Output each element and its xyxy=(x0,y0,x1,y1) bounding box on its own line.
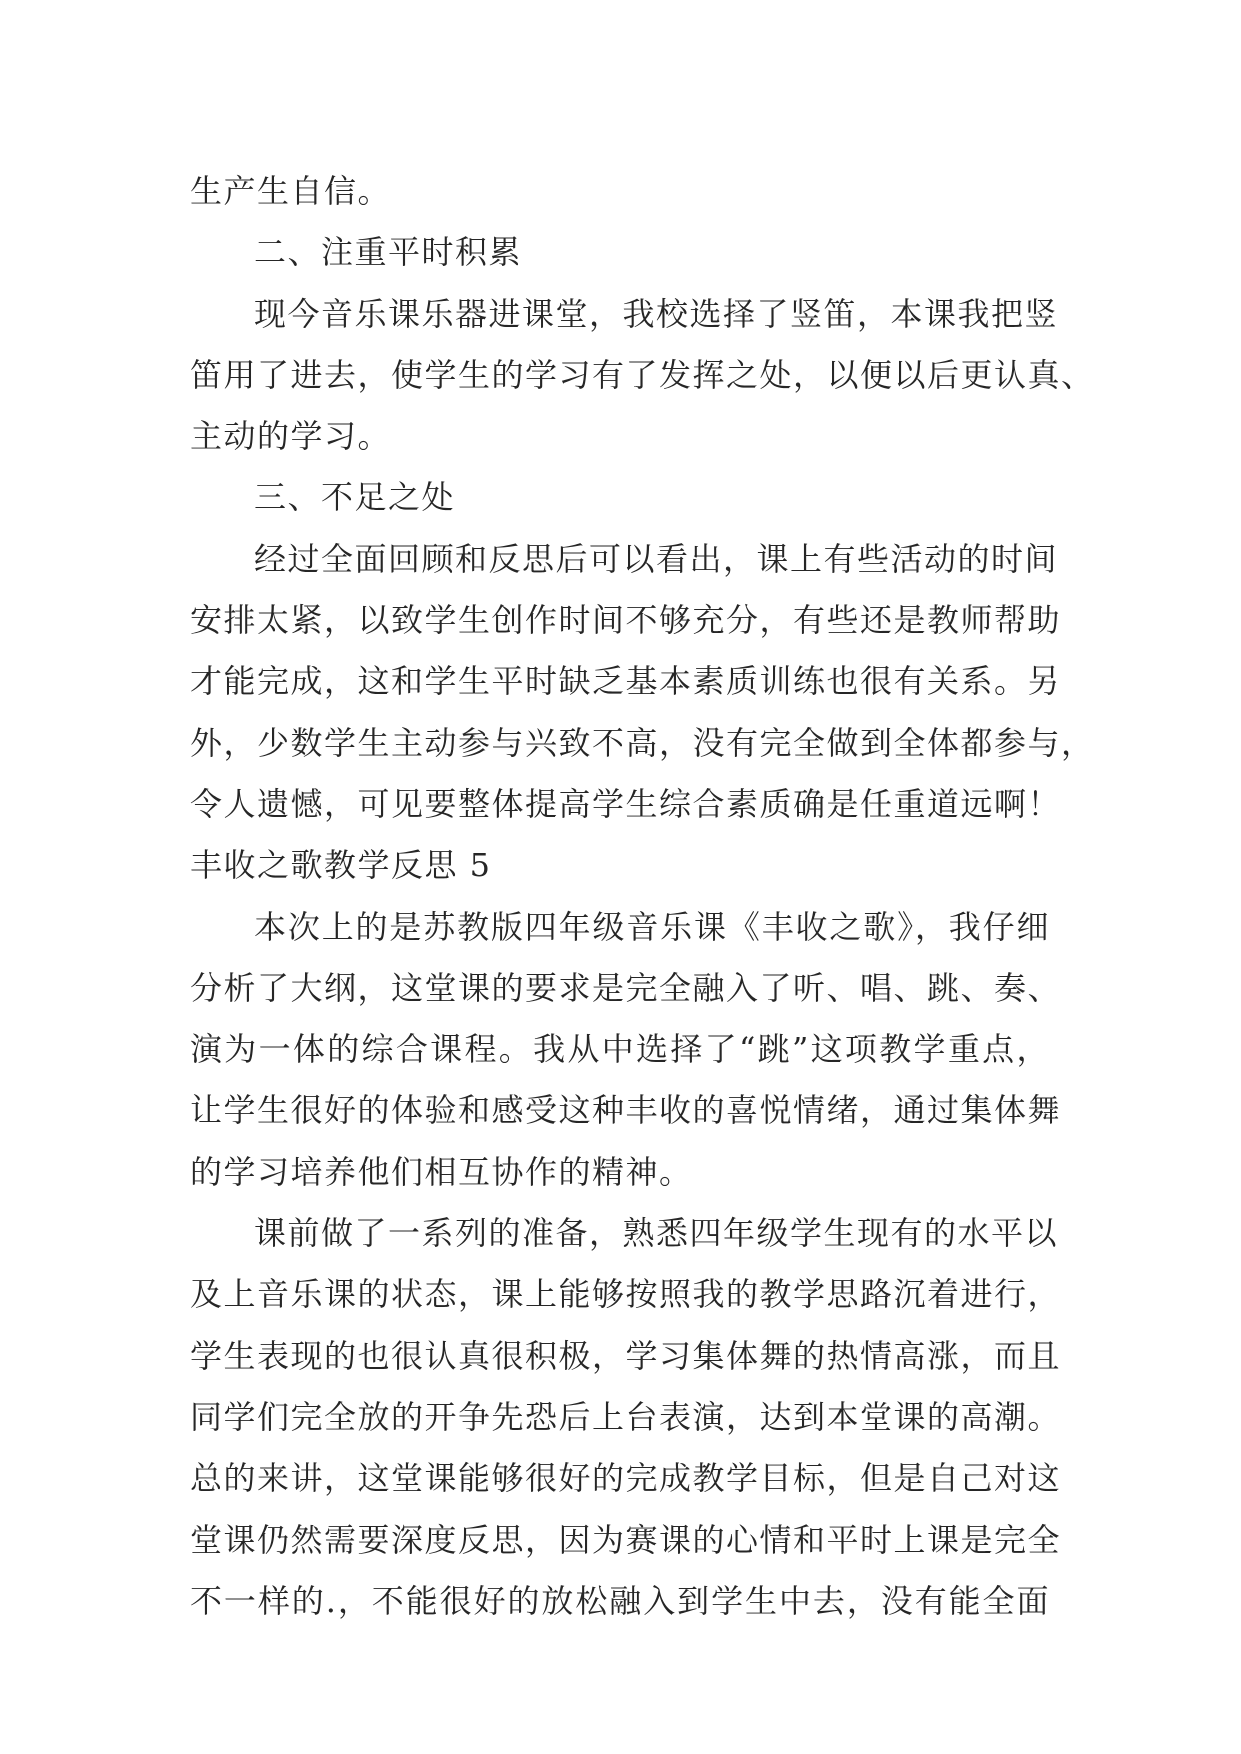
text-line: 安排太紧，以致学生创作时间不够充分，有些还是教师帮助 xyxy=(190,601,1062,640)
text-line: 课前做了一系列的准备，熟悉四年级学生现有的水平以 xyxy=(254,1214,1059,1253)
text-line: 生产生自信。 xyxy=(190,172,392,210)
document-body xyxy=(190,161,1095,1632)
text-line: 才能完成，这和学生平时缺乏基本素质训练也很有关系。另 xyxy=(190,662,1062,701)
text-line: 经过全面回顾和反思后可以看出，课上有些活动的时间 xyxy=(254,539,1059,578)
text-line: 令人遗憾，可见要整体提高学生综合素质确是任重道远啊！ xyxy=(190,784,1062,823)
text-line: 及上音乐课的状态，课上能够按照我的教学思路沉着进行， xyxy=(190,1275,1062,1314)
text-line: 主动的学习。 xyxy=(190,417,392,456)
text-line: 分析了大纲，这堂课的要求是完全融入了听、唱、跳、奏、 xyxy=(190,968,1062,1007)
text-line: 让学生很好的体验和感受这种丰收的喜悦情绪，通过集体舞 xyxy=(190,1091,1062,1130)
text-line: 三、不足之处 xyxy=(254,478,456,517)
text-line: 现今音乐课乐器进课堂，我校选择了竖笛，本课我把竖 xyxy=(254,294,1059,333)
text-line: 堂课仍然需要深度反思，因为赛课的心情和平时上课是完全 xyxy=(190,1520,1062,1559)
text-line: 的学习培养他们相互协作的精神。 xyxy=(190,1152,693,1191)
text-line: 总的来讲，这堂课能够很好的完成教学目标，但是自己对这 xyxy=(190,1459,1062,1498)
text-line: 学生表现的也很认真很积极，学习集体舞的热情高涨，而且 xyxy=(190,1336,1062,1375)
text-line: 演为一体的综合课程。我从中选择了“跳”这项教学重点， xyxy=(190,1030,1050,1069)
text-line: 不一样的.，不能很好的放松融入到学生中去，没有能全面 xyxy=(190,1581,1050,1620)
text-line: 笛用了进去，使学生的学习有了发挥之处，以便以后更认真、 xyxy=(190,355,1095,394)
text-line: 外，少数学生主动参与兴致不高，没有完全做到全体都参与， xyxy=(190,723,1095,762)
text-line: 丰收之歌教学反思 5 xyxy=(190,846,492,885)
text-line: 本次上的是苏教版四年级音乐课《丰收之歌》，我仔细 xyxy=(254,907,1050,946)
text-line: 同学们完全放的开争先恐后上台表演，达到本堂课的高潮。 xyxy=(190,1397,1062,1436)
text-line: 二、注重平时积累 xyxy=(254,233,523,272)
